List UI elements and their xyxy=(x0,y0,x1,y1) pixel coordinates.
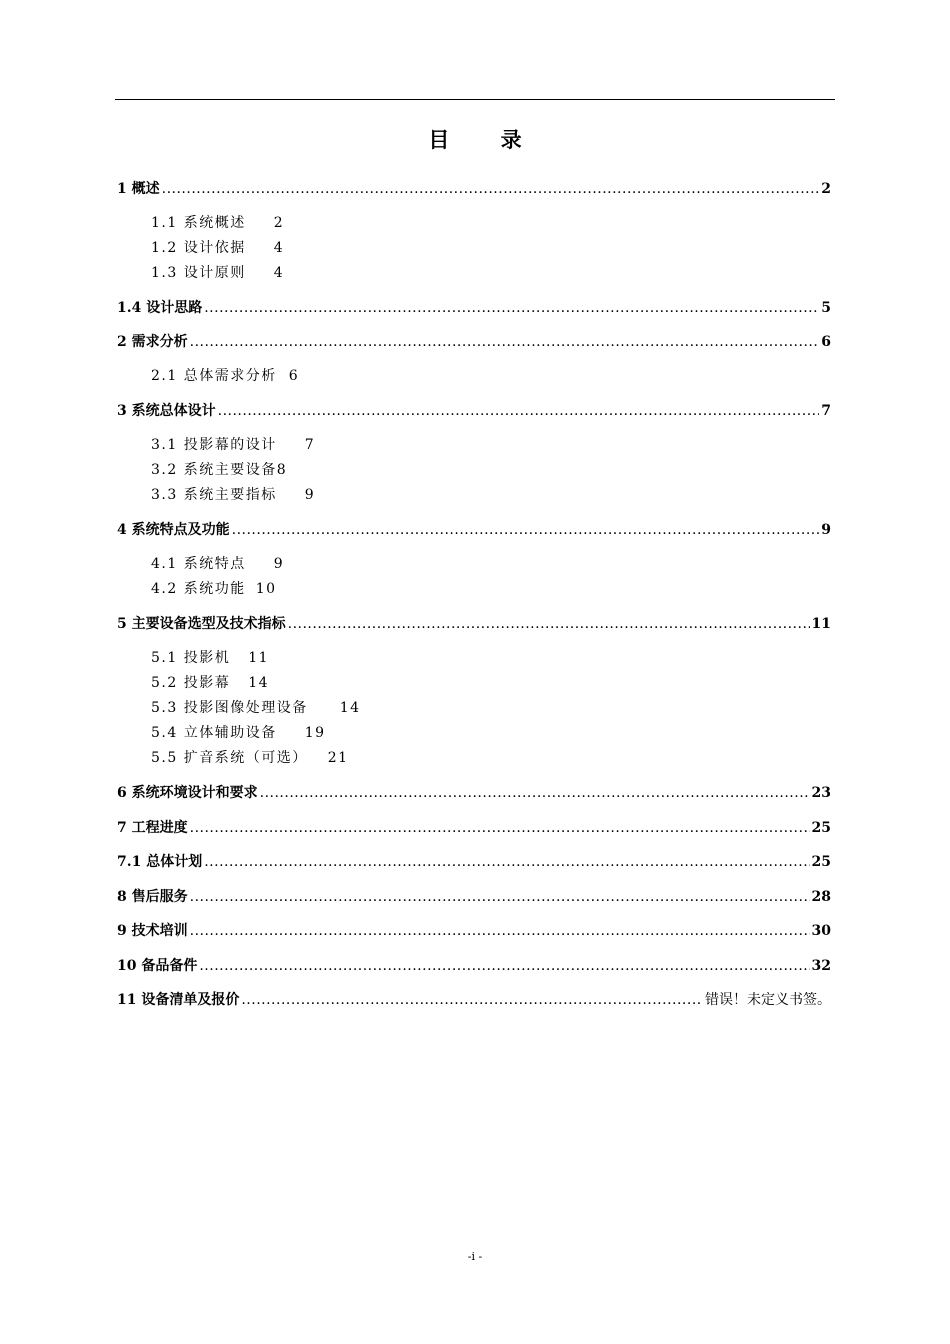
toc-entry-page: 9 xyxy=(821,522,831,538)
toc-subentry-label: 5.2 投影幕 xyxy=(151,675,231,691)
toc-entry[interactable] xyxy=(117,613,831,633)
toc-entry-label: 1.4 设计思路 xyxy=(117,300,203,316)
toc-subentry-label: 4.2 系统功能 xyxy=(151,581,246,597)
toc-subentry-page: 9 xyxy=(273,556,285,572)
toc-subentry-label: 5.1 投影机 xyxy=(151,650,231,666)
header-rule xyxy=(115,99,835,100)
toc-subentry[interactable] xyxy=(151,459,287,479)
dot-leader xyxy=(199,958,809,974)
toc-subentry[interactable] xyxy=(151,434,315,454)
dot-leader xyxy=(190,820,810,836)
toc-subentry[interactable] xyxy=(151,747,349,767)
toc-entry-page: 30 xyxy=(811,923,831,939)
dot-leader xyxy=(288,616,810,632)
toc-entry-label: 10 备品备件 xyxy=(117,958,198,974)
toc-subentry[interactable] xyxy=(151,672,269,692)
toc-subentry-label: 2.1 总体需求分析 xyxy=(151,368,277,384)
toc-subentry-label: 1.1 系统概述 xyxy=(151,215,246,231)
toc-entry-page: 32 xyxy=(811,958,831,974)
toc-entry[interactable] xyxy=(117,851,831,871)
dot-leader xyxy=(241,992,703,1008)
toc-subentry-page: 14 xyxy=(248,675,270,691)
toc-subentry[interactable] xyxy=(151,722,326,742)
toc-subentry-label: 3.3 系统主要指标 xyxy=(151,487,277,503)
toc-subentry[interactable] xyxy=(151,647,269,667)
dot-leader xyxy=(190,334,820,350)
toc-entry-label: 4 系统特点及功能 xyxy=(117,522,230,538)
toc-entry[interactable] xyxy=(117,400,831,420)
toc-entry-page: 25 xyxy=(811,854,831,870)
toc-entry[interactable] xyxy=(117,989,831,1009)
dot-leader xyxy=(260,785,810,801)
toc-subentry-label: 4.1 系统特点 xyxy=(151,556,246,572)
dot-leader xyxy=(190,889,810,905)
toc-entry-label: 8 售后服务 xyxy=(117,889,188,905)
toc-entry-label: 3 系统总体设计 xyxy=(117,403,216,419)
toc-entry-page: 25 xyxy=(811,820,831,836)
toc-entry[interactable] xyxy=(117,955,831,975)
toc-subentry-page: 19 xyxy=(304,725,326,741)
toc-subentry[interactable] xyxy=(151,365,299,385)
toc-entry[interactable] xyxy=(117,817,831,837)
toc-entry[interactable] xyxy=(117,886,831,906)
toc-entry[interactable] xyxy=(117,519,831,539)
toc-entry[interactable] xyxy=(117,920,831,940)
toc-entry[interactable] xyxy=(117,178,831,198)
toc-entry[interactable] xyxy=(117,331,831,351)
toc-subentry-page: 4 xyxy=(273,265,285,281)
toc-subentry-label: 1.2 设计依据 xyxy=(151,240,246,256)
toc-subentry-page: 7 xyxy=(304,437,316,453)
toc-subentry-page: 10 xyxy=(255,581,277,597)
toc-entry-page: 错误！未定义书签。 xyxy=(705,992,831,1008)
toc-entry-label: 11 设备清单及报价 xyxy=(117,992,240,1008)
toc-subentry[interactable] xyxy=(151,578,277,598)
dot-leader xyxy=(204,300,819,316)
toc-entry-label: 9 技术培训 xyxy=(117,923,188,939)
toc-entry-page: 6 xyxy=(821,334,831,350)
toc-subentry-page: 21 xyxy=(327,750,349,766)
dot-leader xyxy=(190,923,810,939)
toc-entry-page: 11 xyxy=(811,616,831,632)
toc-subentry[interactable] xyxy=(151,212,284,232)
dot-leader xyxy=(162,181,820,197)
toc-entry-page: 28 xyxy=(811,889,831,905)
toc-subentry-page: 4 xyxy=(273,240,285,256)
dot-leader xyxy=(232,522,820,538)
toc-entry-label: 7.1 总体计划 xyxy=(117,854,203,870)
toc-entry-label: 6 系统环境设计和要求 xyxy=(117,785,258,801)
toc-entry-page: 5 xyxy=(821,300,831,316)
toc-subentry-label: 3.1 投影幕的设计 xyxy=(151,437,277,453)
dot-leader xyxy=(204,854,809,870)
toc-subentry-label: 3.2 系统主要设备 xyxy=(151,462,277,478)
toc-entry-label: 2 需求分析 xyxy=(117,334,188,350)
toc-subentry[interactable] xyxy=(151,262,284,282)
toc-entry-label: 1 概述 xyxy=(117,181,160,197)
toc-subentry-page: 8 xyxy=(276,462,288,478)
toc-subentry-label: 5.4 立体辅助设备 xyxy=(151,725,277,741)
toc-entry-label: 7 工程进度 xyxy=(117,820,188,836)
toc-subentry[interactable] xyxy=(151,553,284,573)
toc-entry[interactable] xyxy=(117,782,831,802)
toc-subentry-page: 9 xyxy=(304,487,316,503)
toc-subentry-label: 5.5 扩音系统（可选） xyxy=(151,750,308,766)
toc-subentry[interactable] xyxy=(151,237,284,257)
toc-subentry-page: 2 xyxy=(273,215,285,231)
toc-subentry-page: 11 xyxy=(248,650,270,666)
toc-subentry-label: 5.3 投影图像处理设备 xyxy=(151,700,308,716)
toc-entry-page: 7 xyxy=(821,403,831,419)
toc-entry-label: 5 主要设备选型及技术指标 xyxy=(117,616,286,632)
toc-entry[interactable] xyxy=(117,297,831,317)
toc-subentry-page: 6 xyxy=(288,368,300,384)
toc-subentry-label: 1.3 设计原则 xyxy=(151,265,246,281)
toc-entry-page: 2 xyxy=(821,181,831,197)
toc-title: 目 录 xyxy=(428,127,544,152)
dot-leader xyxy=(218,403,820,419)
toc-subentry-page: 14 xyxy=(339,700,361,716)
toc-entry-page: 23 xyxy=(811,785,831,801)
toc-subentry[interactable] xyxy=(151,697,361,717)
page-number: -i - xyxy=(467,1250,483,1263)
toc-subentry[interactable] xyxy=(151,484,315,504)
